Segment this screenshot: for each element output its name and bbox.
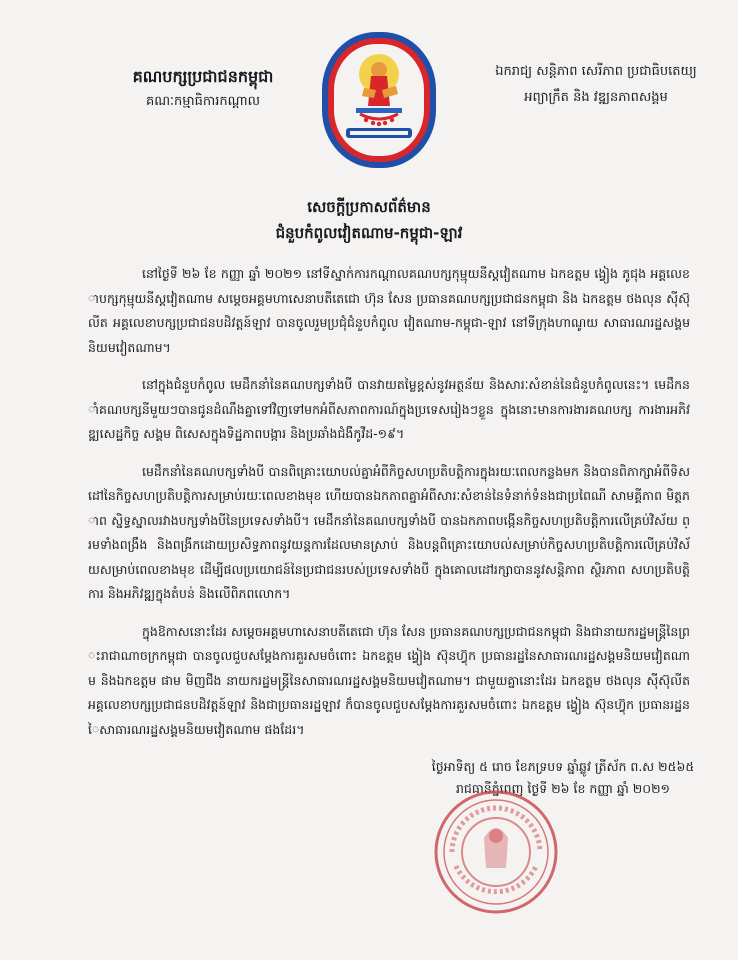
committee-name: គណៈកម្មាធិការកណ្ដាល [145, 94, 261, 109]
lunar-date: ថ្ងៃអាទិត្យ ៥ រោច ខែភទ្របទ ឆ្នាំឆ្លូវ ត្រីស័ក ព.ស ២៥៦៥ [431, 759, 695, 774]
party-name: គណបក្សប្រជាជនកម្ពុជា [132, 67, 274, 86]
paragraph: នៅក្នុងជំនួបកំពូល មេដឹកនាំនៃគណបក្សទាំងបី បានវាយតម្លៃខ្ពស់នូវអត្ថន័យ និងសារៈសំខាន់នៃជំនួបកំពូលនេះ។ មេដឹកនាំគណបក្សនីមួយៗបានជូនដំណឹងគ្នាទៅវិញទៅមកអំពីសភាពការណ៍ក្នុងប្រទេសរៀងៗខ្លួន ក្នុងនោះមានការងារគណបក្ស ការងារអភិវឌ្ឍសេដ្ឋកិច្ច សង្គម ពិសេសក្នុងទិដ្ឋភាពបង្ការ និងប្រឆាំងជំងឺកូវីដ-១៩។ [88, 377, 690, 441]
national-motto-line1: ឯករាជ្យ សន្តិភាព សេរីភាព ប្រជាធិបតេយ្យ [495, 64, 697, 79]
title-line2: ជំនួបកំពូលវៀតណាម-កម្ពុជា-ឡាវ [275, 224, 463, 242]
paragraph: ក្នុងឱកាសនោះដែរ សម្ដេចអគ្គមហាសេនាបតីតេជោ ហ៊ុន សែន ប្រធានគណបក្សប្រជាជនកម្ពុជា និងជានាយករដ្ឋមន្ត្រីនៃព្រះរាជាណាចក្រកម្ពុជា បានចូលជួបសម្ដែងការគួរសមចំពោះ ឯកឧត្តម ង្វៀង ស៊ុនហ៊្វុក ប្រធានរដ្ឋនៃសាធារណរដ្ឋសង្គមនិយមវៀតណាម និងឯកឧត្តម ផាម មិញជីង នាយករដ្ឋមន្ត្រីនៃសាធារណរដ្ឋសង្គមនិយមវៀតណាម។ ជាមួយគ្នានោះដែរ ឯកឧត្តម ថងលុន ស៊ីស៊ុលីត អគ្គលេខាបក្សប្រជាជនបដិវត្តន៍ឡាវ និងជាប្រធានរដ្ឋឡាវ ក៏បានចូលជួបសម្ដែងការគួរសមចំពោះ ឯកឧត្តម ង្វៀង ស៊ុនហ៊្វុក ប្រធានរដ្ឋនៃសាធារណរដ្ឋសង្គមនិយមវៀតណាម ផងដែរ។ [88, 623, 690, 737]
national-motto-line2: អព្យាក្រឹត និង វឌ្ឍនភាពសង្គម [524, 90, 668, 105]
party-logo-icon [318, 28, 440, 172]
solar-date: រាជធានីភ្នំពេញ ថ្ងៃទី ២៦ ខែ កញ្ញា ឆ្នាំ ២០២១ [455, 781, 671, 796]
document-body [88, 262, 690, 755]
document-title [0, 196, 738, 244]
header-left [88, 66, 318, 112]
title-line1: សេចក្ដីប្រកាសព័ត៌មាន [307, 198, 431, 216]
official-seal-icon [432, 788, 560, 916]
paragraph: នៅថ្ងៃទី ២៦ ខែ កញ្ញា ឆ្នាំ ២០២១ នៅទីស្នាក់ការកណ្ដាលគណបក្សកុម្មុយនីស្តវៀតណាម ឯកឧត្តម ង្វៀង ភូជុង អគ្គលេខាបក្សកុម្មុយនីស្តវៀតណាម សម្ដេចអគ្គមហាសេនាបតីតេជោ ហ៊ុន សែន ប្រធានគណបក្សប្រជាជនកម្ពុជា និង ឯកឧត្តម ថងលុន ស៊ីស៊ុលីត អគ្គលេខាបក្សប្រជាជនបដិវត្តន៍ឡាវ បានចូលរួមប្រជុំជំនួបកំពូល វៀតណាម-កម្ពុជា-ឡាវ នៅទីក្រុងហាណូយ សាធារណរដ្ឋសង្គមនិយមវៀតណាម។ [88, 266, 690, 355]
paragraph: មេដឹកនាំនៃគណបក្សទាំងបី បានពិគ្រោះយោបល់គ្នាអំពីកិច្ចសហប្រតិបត្តិការក្នុងរយៈពេលកន្លងមក និងបានពិភាក្សាអំពីទិសដៅនៃកិច្ចសហប្រតិបត្តិការសម្រាប់រយៈពេលខាងមុខ ហើយបានឯកភាពគ្នាអំពីសារៈសំខាន់នៃទំនាក់ទំនងជាប្រពៃណី សាមគ្គីភាព មិត្តភាព ស្និទ្ធស្នាលរវាងបក្សទាំងបីនៃប្រទេសទាំងបី។ មេដឹកនាំនៃគណបក្សទាំងបី បានឯកភាពបង្កើនកិច្ចសហប្រតិបត្តិការលើគ្រប់វិស័យ ព្រមទាំងពង្រឹង និងពង្រីកដោយប្រសិទ្ធភាពនូវយន្តការដែលមានស្រាប់ និងបន្តពិគ្រោះយោបល់សម្រាប់កិច្ចសហប្រតិបត្តិការលើគ្រប់វិស័យសម្រាប់ពេលខាងមុខ ដើម្បីផលប្រយោជន៍នៃប្រជាជនរបស់ប្រទេសទាំងបី ក្នុងគោលដៅរក្សាបាននូវសន្តិភាព ស្ថិរភាព សហប្រតិបត្តិការ និងអភិវឌ្ឍក្នុងតំបន់ និងលើពិភពលោក។ [88, 463, 690, 601]
header-right [482, 62, 710, 108]
